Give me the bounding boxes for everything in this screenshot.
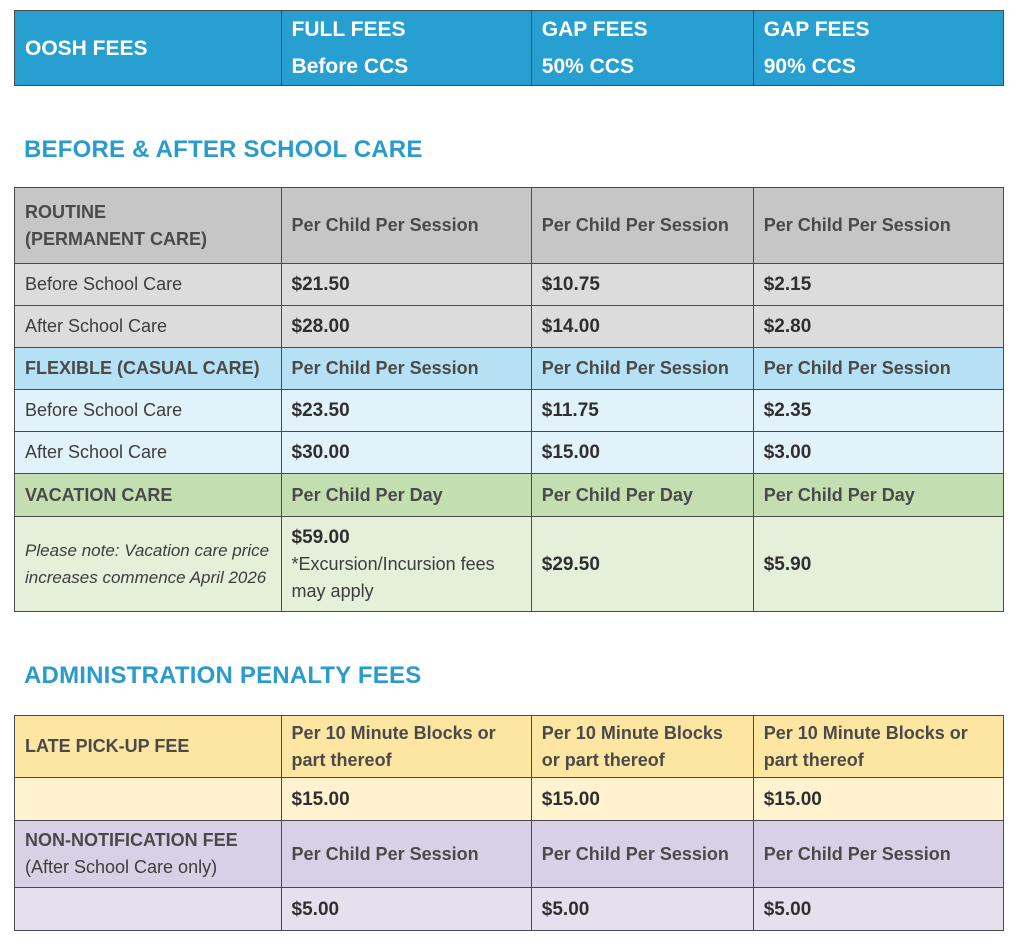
routine-unit-gap90: Per Child Per Session: [753, 188, 1003, 264]
table-row: [15, 306, 1004, 348]
vacation-label: VACATION CARE: [15, 474, 282, 517]
price-full: $30.00: [281, 432, 531, 474]
vacation-unit-gap50: Per Child Per Day: [531, 474, 753, 517]
header-row: [15, 11, 1004, 86]
non-notification-unit-gap90: Per Child Per Session: [753, 821, 1003, 888]
late-pickup-unit-full: Per 10 Minute Blocks or part thereof: [281, 716, 531, 778]
admin-penalty-fees-table: [14, 715, 1004, 931]
table-row: [15, 517, 1004, 612]
vacation-unit-full: Per Child Per Day: [281, 474, 531, 517]
vacation-header-row: [15, 474, 1004, 517]
price-gap50: $10.75: [531, 264, 753, 306]
vacation-note-text: Vacation care price increases commence April 2026: [25, 541, 270, 587]
table-row: [15, 888, 1004, 931]
price-full: $59.00: [291, 526, 350, 548]
row-label-empty: [15, 778, 282, 821]
price-gap90: $5.00: [753, 888, 1003, 931]
fees-header-table: [14, 10, 1004, 86]
table-row: [15, 390, 1004, 432]
routine-header-row: [15, 188, 1004, 264]
non-notification-sublabel: (After School Care only): [25, 857, 218, 877]
table-row: [15, 264, 1004, 306]
price-full: $5.00: [281, 888, 531, 931]
row-label: Before School Care: [15, 390, 282, 432]
header-gap-90-line2: 90% CCS: [763, 55, 856, 78]
non-notification-title: NON-NOTIFICATION FEE: [25, 830, 238, 850]
price-gap90: $2.35: [753, 390, 1003, 432]
row-label: After School Care: [15, 432, 282, 474]
table-row: [15, 432, 1004, 474]
header-full-fees: [281, 11, 531, 86]
price-full: $15.00: [281, 778, 531, 821]
row-label: Before School Care: [15, 264, 282, 306]
price-gap50: $14.00: [531, 306, 753, 348]
price-full: $21.50: [281, 264, 531, 306]
late-pickup-unit-gap90: Per 10 Minute Blocks or part thereof: [753, 716, 1003, 778]
row-label: After School Care: [15, 306, 282, 348]
price-gap90: $2.80: [753, 306, 1003, 348]
header-gap-50-line2: 50% CCS: [541, 55, 634, 78]
routine-label-line1: ROUTINE: [25, 201, 106, 222]
price-full: $23.50: [281, 390, 531, 432]
header-gap-50-line1: GAP FEES: [541, 18, 648, 41]
table-row: [15, 778, 1004, 821]
price-gap50: $15.00: [531, 778, 753, 821]
header-full-fees-line1: FULL FEES: [291, 18, 406, 41]
vacation-note-prefix: Please note:: [25, 541, 120, 560]
late-pickup-unit-gap50: Per 10 Minute Blocks or part thereof: [531, 716, 753, 778]
section-title-admin-fees: ADMINISTRATION PENALTY FEES: [24, 662, 422, 689]
header-gap-50: [531, 11, 753, 86]
routine-unit-full: Per Child Per Session: [281, 188, 531, 264]
non-notification-unit-gap50: Per Child Per Session: [531, 821, 753, 888]
excursion-note: *Excursion/Incursion fees may apply: [291, 553, 495, 601]
flexible-unit-gap90: Per Child Per Session: [753, 348, 1003, 390]
header-gap-90-line1: GAP FEES: [763, 18, 870, 41]
routine-unit-gap50: Per Child Per Session: [531, 188, 753, 264]
late-pickup-label: LATE PICK-UP FEE: [15, 716, 282, 778]
price-gap50: $15.00: [531, 432, 753, 474]
school-care-fees-table: [14, 187, 1004, 612]
routine-label-line2: (PERMANENT CARE): [25, 228, 207, 249]
price-gap90: $15.00: [753, 778, 1003, 821]
price-gap90: $2.15: [753, 264, 1003, 306]
vacation-full-cell: [281, 517, 531, 612]
non-notification-unit-full: Per Child Per Session: [281, 821, 531, 888]
non-notification-label: [15, 821, 282, 888]
vacation-price-note: [15, 517, 282, 612]
header-oosh-fees: OOSH FEES: [15, 11, 282, 86]
flexible-header-row: [15, 348, 1004, 390]
header-full-fees-line2: Before CCS: [291, 55, 409, 78]
routine-label: [15, 188, 282, 264]
non-notification-header-row: [15, 821, 1004, 888]
flexible-label: FLEXIBLE (CASUAL CARE): [15, 348, 282, 390]
flexible-unit-gap50: Per Child Per Session: [531, 348, 753, 390]
vacation-unit-gap90: Per Child Per Day: [753, 474, 1003, 517]
price-gap50: $11.75: [531, 390, 753, 432]
price-gap50: $29.50: [531, 517, 753, 612]
price-gap90: $5.90: [753, 517, 1003, 612]
header-gap-90: [753, 11, 1003, 86]
price-gap50: $5.00: [531, 888, 753, 931]
price-full: $28.00: [281, 306, 531, 348]
row-label-empty: [15, 888, 282, 931]
late-pickup-header-row: [15, 716, 1004, 778]
flexible-unit-full: Per Child Per Session: [281, 348, 531, 390]
price-gap90: $3.00: [753, 432, 1003, 474]
section-title-school-care: BEFORE & AFTER SCHOOL CARE: [24, 136, 423, 163]
